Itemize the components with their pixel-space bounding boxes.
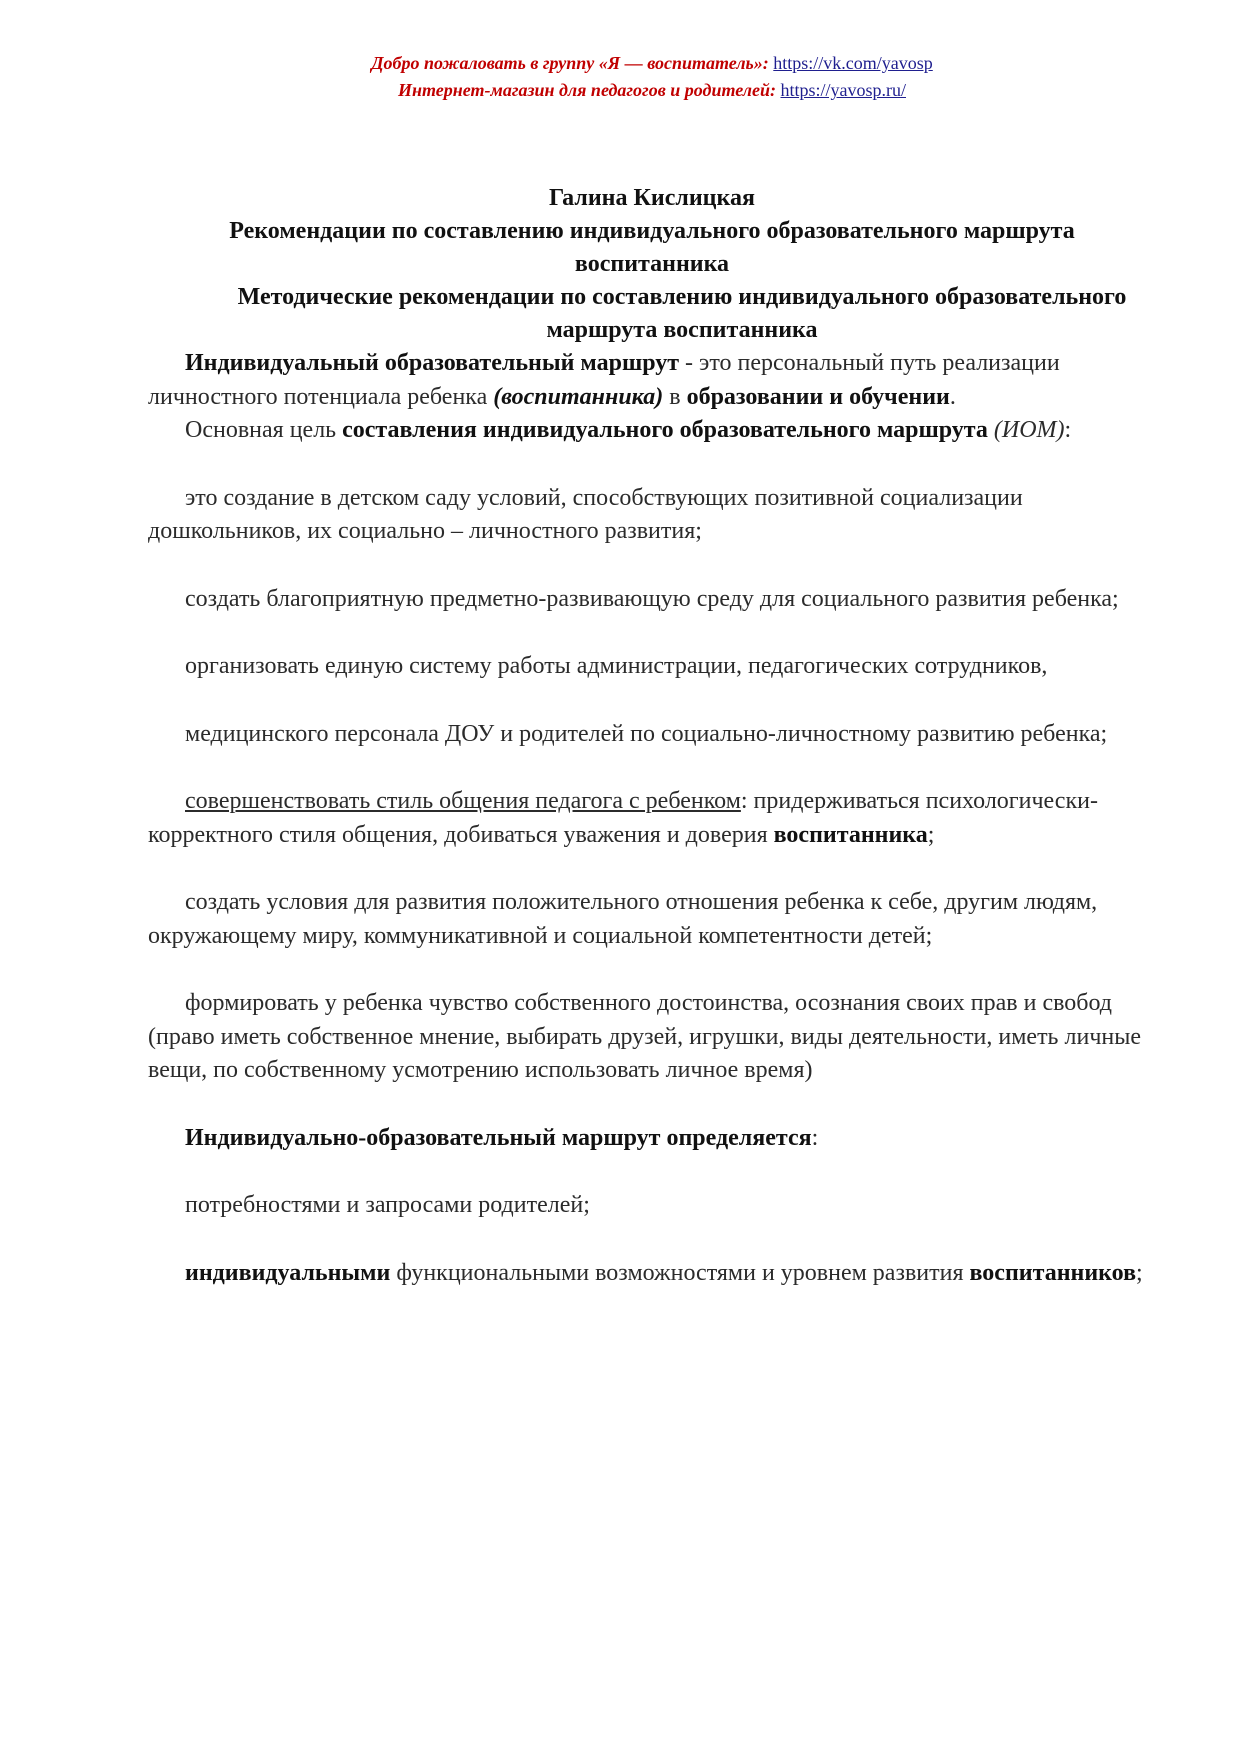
- text-span: :: [811, 1124, 819, 1151]
- list-item-dignity: формировать у ребенка чувство собственного достоинства, осознания своих прав и свобод (право иметь собственное мнение, выбирать друзей, игрушки, виды деятельности, иметь личные вещи, по собственному усмотрению использовать личное время): [148, 990, 1142, 1083]
- text-span: функциональными возможностями и уровнем развития: [390, 1259, 970, 1286]
- term-iom: Индивидуальный образовательный маршрут: [185, 350, 680, 376]
- promo-header: [148, 50, 1156, 104]
- list-item-attitude: создать условия для развития положительного отношения ребенка к себе, другим людям, окружающему миру, коммуникативной и социальной компетентности детей;: [148, 889, 1098, 949]
- term-individual: индивидуальными: [185, 1259, 391, 1286]
- list-item-abilities: [148, 1257, 1156, 1291]
- list-item-medical: медицинского персонала ДОУ и родителей по социально-личностному развитию ребенка;: [185, 720, 1108, 747]
- text-span: ;: [1136, 1259, 1143, 1286]
- promo-text-shop: Интернет-магазин для педагогов и родителей:: [398, 80, 776, 100]
- term-pupil-2: воспитанника: [773, 821, 928, 848]
- promo-text-vk: Добро пожаловать в группу «Я — воспитатель»:: [371, 53, 769, 73]
- shop-link[interactable]: https://yavosp.ru/: [780, 80, 906, 100]
- text-span: ;: [927, 821, 935, 848]
- text-span: :: [1064, 417, 1072, 443]
- text-span: - это персональный путь реализации личностного потенциала ребенка: [148, 350, 1060, 410]
- text-span: .: [949, 383, 956, 410]
- author-name: Галина Кислицкая: [549, 185, 755, 211]
- text-span: Основная цель: [185, 417, 343, 443]
- term-compose-iom: составления индивидуального образовательного маршрута: [342, 417, 988, 443]
- main-title: Рекомендации по составлению индивидуального образовательного маршрута воспитанника: [229, 218, 1075, 277]
- underlined-phrase: совершенствовать стиль общения педагога с ребенком: [185, 788, 741, 814]
- term-iom-abbr: (ИОМ): [993, 417, 1065, 443]
- document-titles: [148, 182, 1156, 347]
- paragraph-determined: [148, 1122, 1156, 1156]
- term-iom-determined: Индивидуально-образовательный маршрут определяется: [185, 1124, 812, 1151]
- list-item-parents: потребностями и запросами родителей;: [185, 1192, 590, 1218]
- list-item-environment: создать благоприятную предметно-развивающую среду для социального развития ребенка;: [185, 585, 1119, 612]
- text-span: : придерживаться психологически-корректного стиля общения, добиваться уважения и доверия: [148, 788, 1098, 848]
- paragraph-goal: [148, 414, 1156, 448]
- term-pupils: воспитанников: [969, 1259, 1137, 1286]
- promo-line-vk: [148, 50, 1156, 77]
- vk-link[interactable]: https://vk.com/yavosp: [773, 53, 933, 73]
- document-body: [148, 347, 1156, 1290]
- paragraph-definition: [148, 347, 1156, 414]
- list-item-conditions: это создание в детском саду условий, способствующих позитивной социализации дошкольников, их социально – личностного развития;: [148, 484, 1023, 544]
- term-pupil: (воспитанника): [493, 383, 664, 410]
- term-education: образовании и обучении: [686, 383, 950, 410]
- text-span: в: [663, 383, 687, 410]
- promo-line-shop: [148, 77, 1156, 104]
- sub-title: Методические рекомендации по составлению индивидуального образовательного маршрута воспитанника: [237, 284, 1127, 343]
- list-item-system: организовать единую систему работы администрации, педагогических сотрудников,: [185, 653, 1048, 679]
- list-item-communication: [148, 785, 1156, 852]
